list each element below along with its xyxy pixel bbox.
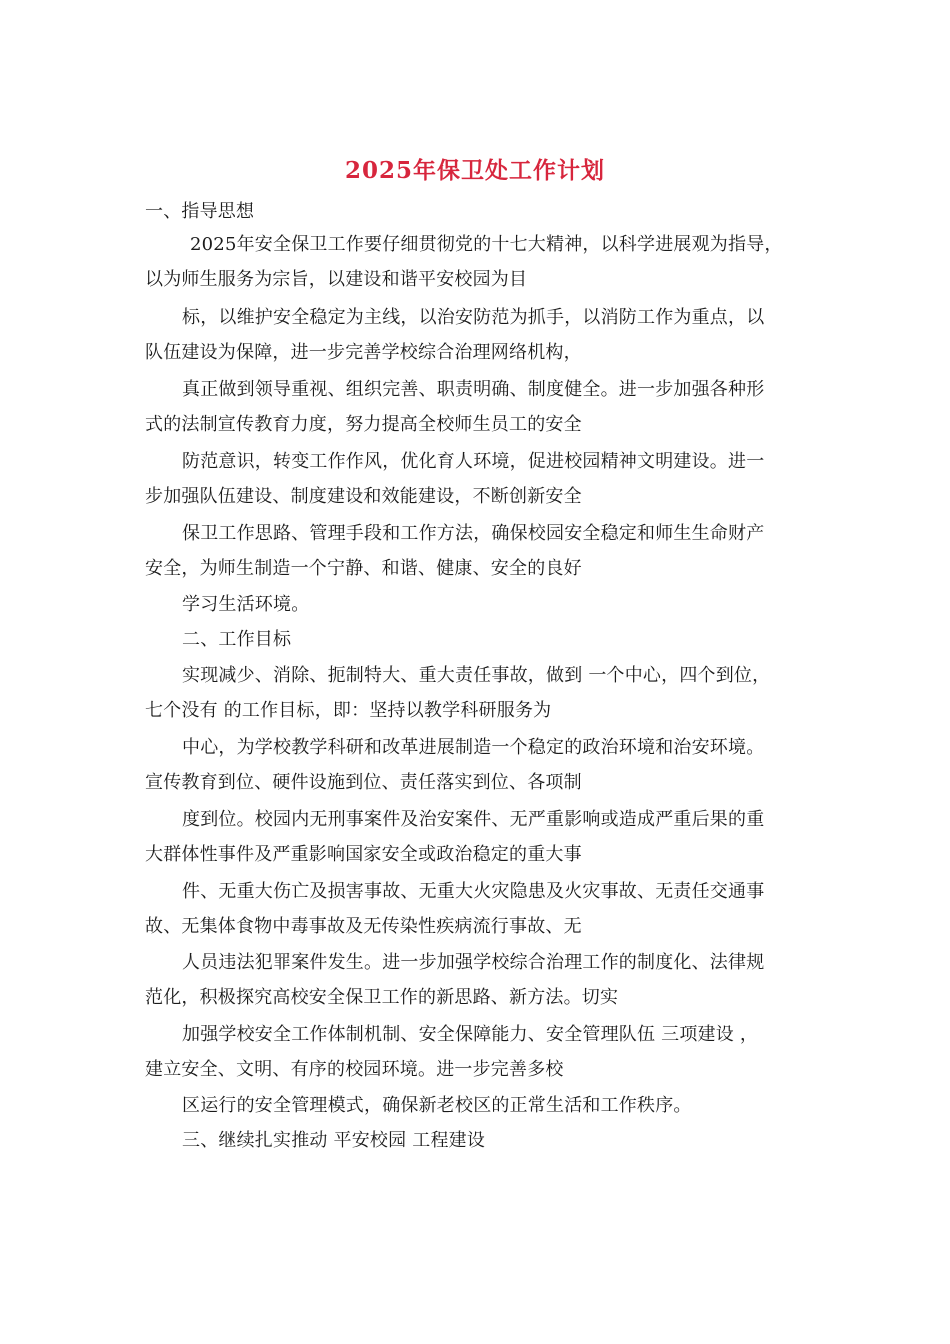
paragraph-line: 真正做到领导重视、组织完善、职责明确、制度健全。进一步加强各种形: [182, 379, 765, 400]
section-heading-2: 二、工作目标: [182, 629, 292, 650]
paragraph-line: 以为师生服务为宗旨，以建设和谐平安校园为目: [145, 269, 528, 290]
paragraph-line: 式的法制宣传教育力度，努力提高全校师生员工的安全: [145, 414, 582, 435]
paragraph-line: 区运行的安全管理模式，确保新老校区的正常生活和工作秩序。: [182, 1095, 692, 1116]
paragraph-line: 宣传教育到位、硬件设施到位、责任落实到位、各项制: [145, 772, 582, 793]
section-heading-1: 一、指导思想: [145, 201, 255, 222]
paragraph-line: 2025年安全保卫工作要仔细贯彻党的十七大精神，以科学进展观为指导，: [190, 234, 783, 255]
paragraph-line: 防范意识，转变工作作风，优化育人环境，促进校园精神文明建设。进一: [182, 451, 765, 472]
paragraph-line: 故、无集体食物中毒事故及无传染性疾病流行事故、无: [145, 916, 582, 937]
paragraph-line: 度到位。校园内无刑事案件及治安案件、无严重影响或造成严重后果的重: [182, 809, 765, 830]
paragraph-line: 安全，为师生制造一个宁静、和谐、健康、安全的良好: [145, 558, 582, 579]
document-title: 2025年保卫处工作计划: [344, 157, 605, 184]
paragraph-line: 加强学校安全工作体制机制、安全保障能力、安全管理队伍 三项建设 ，: [182, 1024, 759, 1045]
paragraph-line: 七个没有 的工作目标，即：坚持以教学科研服务为: [145, 700, 552, 721]
paragraph-line: 实现减少、消除、扼制特大、重大责任事故，做到 一个中心，四个到位，: [182, 665, 771, 686]
paragraph-line: 建立安全、文明、有序的校园环境。进一步完善多校: [145, 1059, 564, 1080]
paragraph-line: 步加强队伍建设、制度建设和效能建设，不断创新安全: [145, 486, 582, 507]
paragraph-line: 学习生活环境。: [182, 594, 310, 615]
paragraph-line: 队伍建设为保障，进一步完善学校综合治理网络机构，: [145, 342, 582, 363]
paragraph-line: 保卫工作思路、管理手段和工作方法，确保校园安全稳定和师生生命财产: [182, 523, 765, 544]
paragraph-line: 范化，积极探究高校安全保卫工作的新思路、新方法。切实: [145, 987, 619, 1008]
paragraph-line: 中心，为学校教学科研和改革进展制造一个稳定的政治环境和治安环境。: [182, 737, 765, 758]
paragraph-line: 人员违法犯罪案件发生。进一步加强学校综合治理工作的制度化、法律规: [182, 952, 765, 973]
paragraph-line: 大群体性事件及严重影响国家安全或政治稳定的重大事: [145, 844, 582, 865]
paragraph-line: 标，以维护安全稳定为主线，以治安防范为抓手，以消防工作为重点，以: [182, 307, 765, 328]
section-heading-3: 三、继续扎实推动 平安校园 工程建设: [182, 1130, 486, 1151]
paragraph-line: 件、无重大伤亡及损害事故、无重大火灾隐患及火灾事故、无责任交通事: [182, 881, 765, 902]
